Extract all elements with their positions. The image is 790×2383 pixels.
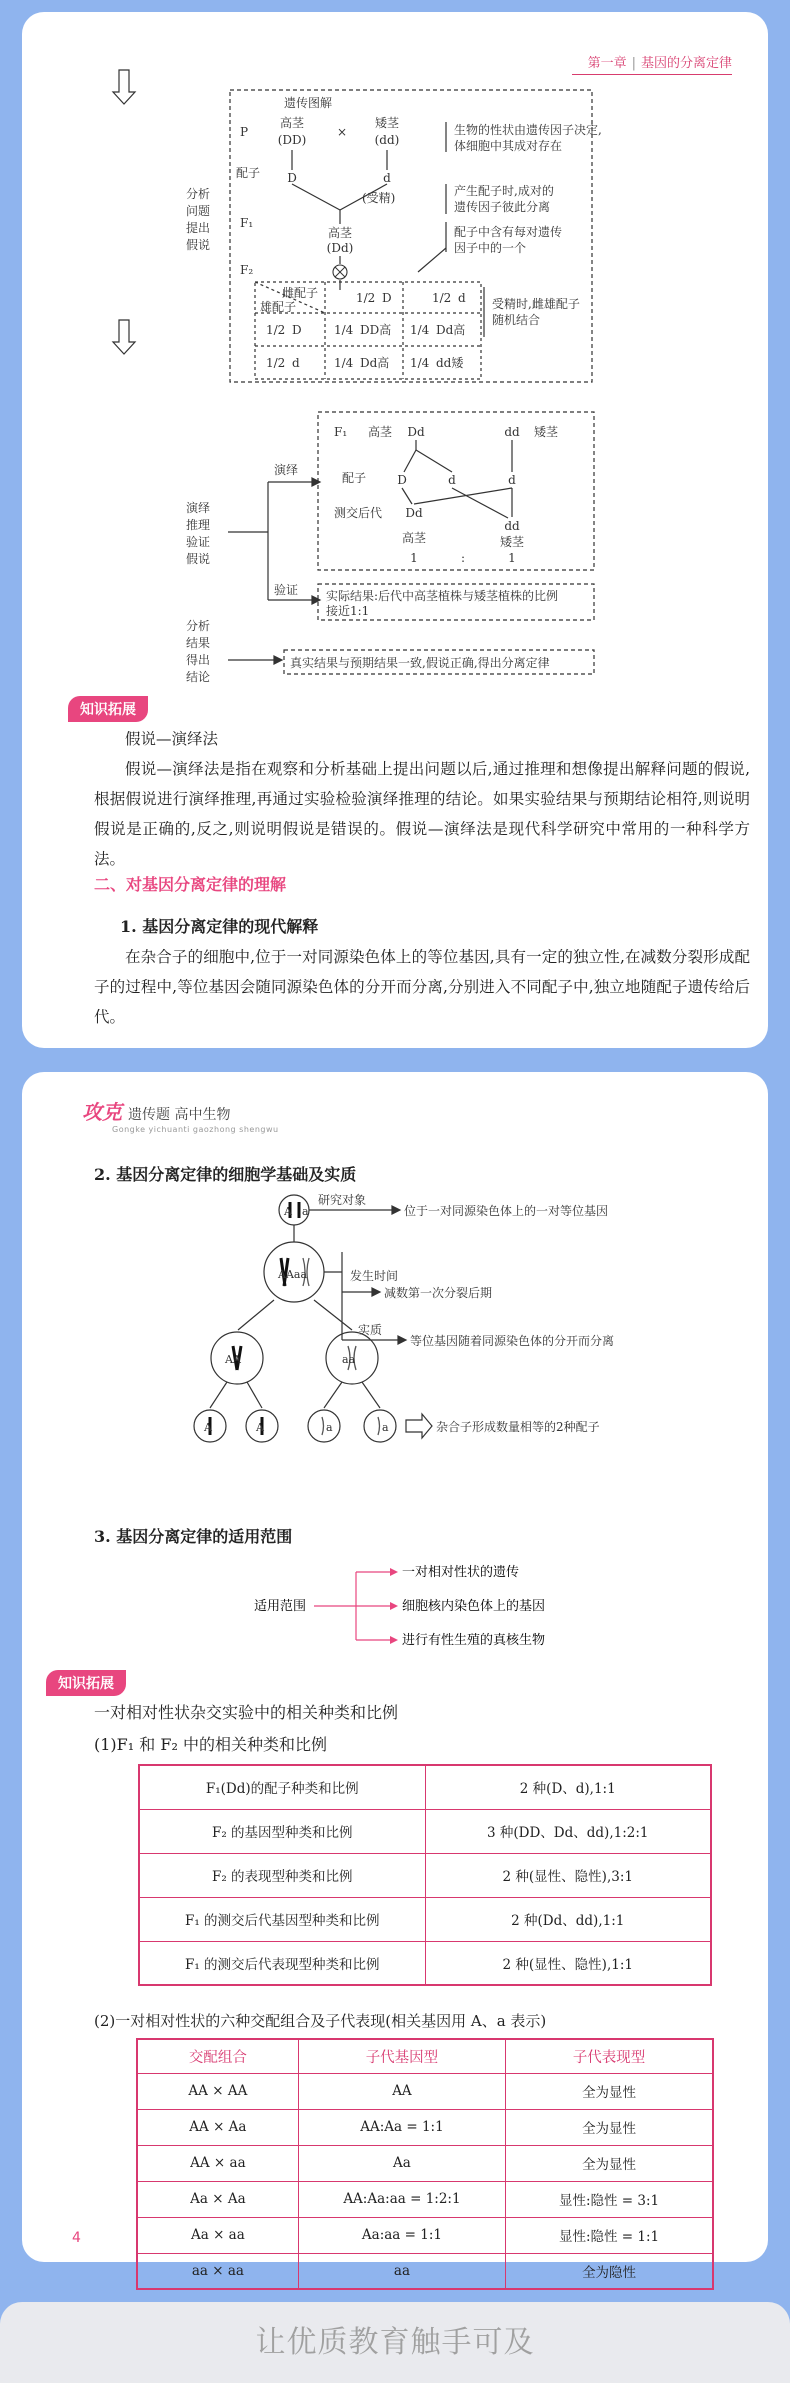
table-cell: AA:Aa = 1:1	[298, 2109, 505, 2145]
mating-combination-table	[136, 2038, 714, 2290]
table-row	[139, 1765, 711, 1809]
table-cell: aa × aa	[137, 2253, 298, 2289]
hypothetico-deductive-flow-diagram	[22, 12, 768, 692]
occurrence-time-label: 发生时间	[350, 1269, 399, 1283]
gene-label-A: A	[284, 1205, 292, 1218]
ded-gamete-d-2: d	[508, 473, 516, 487]
table-cell: F₁ 的测交后代表现型种类和比例	[139, 1941, 425, 1985]
f1-tall-label: 高茎	[327, 226, 353, 240]
table-row	[137, 2109, 713, 2145]
conclusion-box-text: 真实结果与预期结果一致,假说正确,得出分离定律	[290, 656, 550, 670]
kt-title: 一对相对性状杂交实验中的相关种类和比例	[94, 1703, 399, 1722]
label-gamete: 配子	[236, 166, 261, 180]
table-cell: Aa × Aa	[137, 2181, 298, 2217]
brand-logo: 攻克	[82, 1100, 122, 1124]
running-header: 第一章 | 基因的分离定律	[588, 52, 732, 71]
table-cell: F₁(Dd)的配子种类和比例	[139, 1765, 425, 1809]
p-short-label: 矮茎	[374, 116, 400, 130]
genetic-diagram-title: 遗传图解	[284, 96, 333, 110]
subheading-scope: 3. 基因分离定律的适用范围	[94, 1527, 293, 1546]
step-ded-3: 验证	[185, 535, 211, 549]
female-gamete-label: 雌配子	[282, 286, 319, 300]
ded-ratio-colon: :	[460, 551, 466, 565]
label-F1: F₁	[240, 216, 254, 230]
ded-gamete-d-1: d	[448, 473, 456, 487]
scope-item-2: 细胞核内染色体上的基因	[402, 1599, 546, 1614]
gamete-d: d	[383, 171, 391, 185]
table-header-row	[137, 2039, 713, 2073]
table-cell: Aa:aa = 1:1	[298, 2217, 505, 2253]
col-header-half-d: d	[458, 291, 466, 305]
table-row	[139, 1809, 711, 1853]
ded-Dd: Dd	[407, 425, 425, 439]
label-P: P	[240, 125, 249, 139]
f1-f2-ratio-table	[138, 1764, 712, 1986]
table-cell: 全为显性	[506, 2145, 713, 2181]
gametes-description: 杂合子形成数量相等的2种配子	[436, 1420, 600, 1434]
cell-DD-frac: 1/4	[334, 323, 354, 337]
page-2	[22, 1072, 768, 2281]
col-header-half-d-frac: 1/2	[432, 291, 452, 305]
table-cell: AA × aa	[137, 2145, 298, 2181]
fertilization-label: (受精)	[362, 191, 396, 205]
table-cell: AA	[298, 2073, 505, 2109]
ded-testcross-label: 测交后代	[334, 506, 383, 520]
cell-dd: dd矮	[436, 356, 464, 370]
table-cell: AA × AA	[137, 2073, 298, 2109]
table-row	[139, 1941, 711, 1985]
table-cell: AA:Aa:aa = 1:2:1	[298, 2181, 505, 2217]
hd-method-paragraph: 假说—演绎法是指在观察和分析基础上提出问题以后,通过推理和想像提出解释问题的假说,根据假说进行演绎推理,再通过实验检验演绎推理的结论。如果实验结果与预期结论相符,则说明假说是正确的,反之,则说明假说是错误的。假说—演绎法是现代科学研究中常用的一种科学方法。	[94, 760, 750, 868]
table-cell: 3 种(DD、Dd、dd),1:2:1	[425, 1809, 711, 1853]
ded-gamete-D: D	[397, 473, 407, 487]
allele-description: 位于一对同源染色体上的一对等位基因	[404, 1204, 609, 1218]
note-2-line-2: 遗传因子彼此分离	[454, 200, 551, 214]
table-row	[137, 2217, 713, 2253]
chapter-title: 基因的分离定律	[640, 56, 732, 71]
essence-description: 等位基因随着同源染色体的分开而分离	[410, 1334, 615, 1348]
modern-explanation-paragraph: 在杂合子的细胞中,位于一对同源染色体上的等位基因,具有一定的独立性,在减数分裂形成配子的过程中,等位基因会随同源染色体的分开而分离,分别进入不同配子中,独立地随配子遗传给后代。	[94, 948, 750, 1026]
table-cell: 显性:隐性 = 1:1	[506, 2217, 713, 2253]
table-cell: 全为显性	[506, 2073, 713, 2109]
section-2-heading: 二、对基因分离定律的理解	[94, 875, 287, 894]
page-1	[22, 12, 768, 1048]
table-cell: F₁ 的测交后代基因型种类和比例	[139, 1897, 425, 1941]
ded-child-short: 矮茎	[499, 535, 525, 549]
table-cell: 全为显性	[506, 2109, 713, 2145]
col-header-phenotype: 子代表现型	[506, 2039, 713, 2073]
table-cell: Aa × aa	[137, 2217, 298, 2253]
meiosis-cell-diagram	[22, 1182, 768, 1512]
table-row	[137, 2145, 713, 2181]
table-cell: AA × Aa	[137, 2109, 298, 2145]
essence-label: 实质	[358, 1323, 383, 1337]
row-header-half-D: D	[292, 323, 302, 337]
note-2-line-1: 产生配子时,成对的	[454, 184, 554, 198]
p-tall-genotype: (DD)	[277, 133, 307, 147]
ded-child-dd: dd	[504, 519, 520, 533]
col-header-half-D-frac: 1/2	[356, 291, 376, 305]
table-row	[139, 1897, 711, 1941]
table-cell: F₂ 的基因型种类和比例	[139, 1809, 425, 1853]
gene-label-AAaa: AAaa	[278, 1268, 308, 1281]
table-cell: 2 种(显性、隐性),3:1	[425, 1853, 711, 1897]
cross-symbol: ×	[336, 125, 348, 139]
gene-label-AA: AA	[225, 1353, 241, 1366]
cell-DD: DD高	[360, 323, 392, 337]
ded-dd: dd	[504, 425, 520, 439]
step-con-1: 分析	[185, 619, 211, 633]
ded-gamete-label: 配子	[342, 471, 367, 485]
note-4-line-2: 随机结合	[492, 313, 541, 327]
ded-child-tall: 高茎	[401, 531, 427, 545]
table-row	[137, 2253, 713, 2289]
brand-pinyin: Gongke yichuanti gaozhong shengwu	[112, 1125, 279, 1134]
gene-label-a: a	[302, 1205, 309, 1218]
cell-Dd-2: Dd高	[360, 356, 390, 370]
row-header-half-d: d	[292, 356, 300, 370]
table-cell: 2 种(Dd、dd),1:1	[425, 1897, 711, 1941]
hd-method-title: 假说—演绎法	[125, 730, 219, 748]
meiosis-stage: 减数第一次分裂后期	[384, 1286, 493, 1300]
kt-subtitle-2: (2)一对相对性状的六种交配组合及子代表现(相关基因用 A、a 表示)	[94, 2012, 547, 2030]
col-header-mating: 交配组合	[137, 2039, 298, 2073]
ded-child-Dd: Dd	[405, 506, 423, 520]
footer-slogan: 让优质教育触手可及	[0, 2302, 790, 2383]
gamete-1-label: A	[204, 1421, 212, 1434]
table-row	[137, 2181, 713, 2217]
col-header-half-D: D	[382, 291, 392, 305]
step-ded-4: 假说	[185, 552, 211, 566]
gene-label-aa: aa	[342, 1353, 356, 1366]
label-F2: F₂	[240, 263, 254, 277]
gamete-4-label: a	[382, 1421, 389, 1434]
note-3-line-1: 配子中含有每对遗传	[454, 225, 563, 239]
step-ded-2: 推理	[185, 518, 211, 532]
scope-diagram	[22, 1552, 768, 1662]
kt-subtitle-1: (1)F₁ 和 F₂ 中的相关种类和比例	[94, 1735, 327, 1754]
step-hyp-2: 问题	[185, 204, 211, 218]
step-hyp-4: 假说	[185, 238, 211, 252]
branch-deduction: 演绎	[274, 463, 299, 477]
book-brand	[82, 1096, 279, 1134]
actual-result-line-1: 实际结果:后代中高茎植株与矮茎植株的比例	[326, 589, 559, 603]
gamete-D: D	[287, 171, 297, 185]
p-short-genotype: (dd)	[374, 133, 400, 147]
ded-label-F1: F₁	[334, 425, 348, 439]
actual-result-line-2: 接近1:1	[326, 604, 370, 618]
row-header-half-d-frac: 1/2	[266, 356, 286, 370]
table-cell: 全为隐性	[506, 2253, 713, 2289]
table-cell: 2 种(D、d),1:1	[425, 1765, 711, 1809]
chapter-number: 第一章	[587, 56, 627, 71]
note-1-line-1: 生物的性状由遗传因子决定,	[454, 123, 602, 137]
research-object-label: 研究对象	[318, 1193, 367, 1207]
cell-Dd-1: Dd高	[436, 323, 466, 337]
col-header-genotype: 子代基因型	[298, 2039, 505, 2073]
page-number: 4	[72, 2230, 81, 2246]
ded-tall: 高茎	[368, 425, 393, 439]
subheading-cytological-basis: 2. 基因分离定律的细胞学基础及实质	[94, 1165, 357, 1184]
tag-knowledge-extension: 知识拓展	[68, 696, 148, 722]
f1-genotype: (Dd)	[326, 241, 354, 255]
gamete-2-label: A	[256, 1421, 264, 1434]
note-3-line-2: 因子中的一个	[454, 241, 527, 255]
subheading-modern-explanation: 1. 基因分离定律的现代解释	[120, 917, 319, 936]
table-cell: Aa	[298, 2145, 505, 2181]
step-hyp-1: 分析	[185, 187, 211, 201]
table-cell: 显性:隐性 = 3:1	[506, 2181, 713, 2217]
step-hyp-3: 提出	[185, 221, 211, 235]
ded-ratio-left: 1	[410, 551, 418, 565]
ded-ratio-right: 1	[508, 551, 516, 565]
ded-short: 矮茎	[534, 425, 559, 439]
step-con-3: 得出	[185, 653, 211, 667]
table-cell: 2 种(显性、隐性),1:1	[425, 1941, 711, 1985]
step-con-2: 结果	[185, 636, 211, 650]
scope-item-1: 一对相对性状的遗传	[402, 1565, 520, 1580]
step-ded-1: 演绎	[185, 501, 211, 515]
note-1-line-2: 体细胞中其成对存在	[454, 139, 563, 153]
note-4-line-1: 受精时,雌雄配子	[492, 297, 580, 311]
male-gamete-label: 雄配子	[260, 300, 297, 314]
cell-Dd-1-frac: 1/4	[410, 323, 430, 337]
brand-text: 遗传题 高中生物	[128, 1107, 231, 1123]
row-header-half-D-frac: 1/2	[266, 323, 286, 337]
table-row	[137, 2073, 713, 2109]
table-row	[139, 1853, 711, 1897]
p-tall-label: 高茎	[279, 116, 305, 130]
cell-dd-frac: 1/4	[410, 356, 430, 370]
gamete-3-label: a	[326, 1421, 333, 1434]
branch-verification: 验证	[274, 583, 299, 597]
scope-label: 适用范围	[254, 1599, 307, 1614]
cell-Dd-2-frac: 1/4	[334, 356, 354, 370]
scope-item-3: 进行有性生殖的真核生物	[402, 1633, 546, 1648]
table-cell: aa	[298, 2253, 505, 2289]
step-con-4: 结论	[185, 670, 211, 684]
tag-knowledge-extension-2: 知识拓展	[46, 1670, 126, 1696]
table-cell: F₂ 的表现型种类和比例	[139, 1853, 425, 1897]
